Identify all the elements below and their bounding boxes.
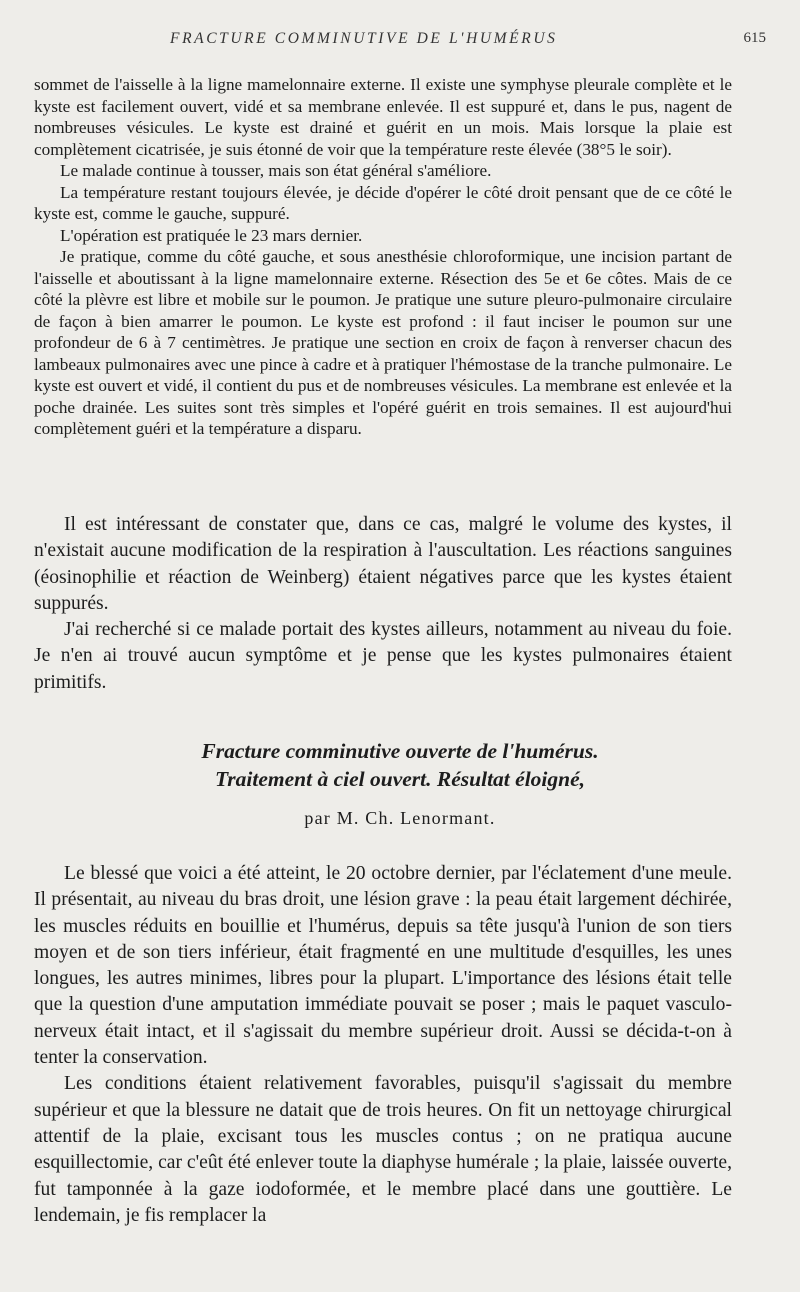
- commentary-text: [34, 512, 732, 696]
- article-paragraph: Les conditions étaient relativement favorables, puisqu'il s'agissait du membre supérieur et que la blessure ne datait que de trois heures. On fit un nettoyage chirurgical attentif de la plaie, excisant tous les muscles contus ; on ne pratiqua aucune esquillectomie, car c'eût été enlever toute la diaphyse humérale ; la plaie, laissée ouverte, fut tamponnée à la gaze iodoformée, et le membre placé dans une gouttière. Le lendemain, je fis remplacer la: [34, 1073, 732, 1226]
- article-title: [0, 737, 800, 793]
- running-head: [0, 30, 800, 54]
- page-number: 615: [743, 30, 766, 46]
- running-title: FRACTURE COMMINUTIVE DE L'HUMÉRUS: [170, 30, 558, 47]
- case-paragraph: sommet de l'aisselle à la ligne mamelonnaire externe. Il existe une symphyse pleurale complète et le kyste est facilement ouvert, vidé et sa membrane enlevée. Il est suppuré et, dans le pus, nagent de nombreuses vésicules. Le kyste est drainé et guérit en un mois. Mais lorsque la plaie est complètement cicatrisée, je suis étonné de voir que la température reste élevée (38°5 le soir).: [34, 75, 732, 159]
- case-paragraph: Le malade continue à tousser, mais son état général s'améliore.: [60, 161, 492, 180]
- case-paragraph: La température restant toujours élevée, je décide d'opérer le côté droit pensant que de ce côté le kyste est, comme le gauche, suppuré.: [34, 182, 732, 223]
- article-body: [34, 861, 732, 1229]
- article-author: par M. Ch. Lenormant.: [304, 808, 496, 828]
- case-paragraph: L'opération est pratiquée le 23 mars dernier.: [60, 225, 363, 245]
- commentary-paragraph: J'ai recherché si ce malade portait des kystes ailleurs, notamment au niveau du foie. Je n'en ai trouvé aucun symptôme et je pense que les kystes pulmonaires étaient primitifs.: [34, 619, 732, 693]
- case-paragraph: Je pratique, comme du côté gauche, et sous anesthésie chloroformique, une incision partant de l'aisselle et aboutissant à la ligne mamelonnaire externe. Résection des 5e et 6e côtes. Mais de ce côté la plèvre est libre et mobile sur le poumon. Je pratique une suture pleuro-pulmonaire circulaire de façon à bien amarrer le poumon. Le kyste est profond : il faut inciser le poumon sur une profondeur de 6 à 7 centimètres. Je pratique une section en croix de façon à renverser chacun des lambeaux pulmonaires avec une pince à cadre et à pratiquer l'hémostase de la tranche pulmonaire. Le kyste est ouvert et vidé, il contient du pus et de nombreuses vésicules. La membrane est enlevée et la poche drainée. Les suites sont très simples et l'opéré guérit en trois semaines. Il est aujourd'hui complètement guéri et la température a disparu.: [34, 247, 732, 438]
- article-paragraph: Le blessé que voici a été atteint, le 20 octobre dernier, par l'éclatement d'une meule. Il présentait, au niveau du bras droit, une lésion grave : la peau était largement déchirée, les muscles réduits en bouillie et l'humérus, depuis sa tête jusqu'à l'union de son tiers moyen et de son tiers inférieur, était fragmenté en une multitude d'esquilles, les unes longues, les autres minimes, libres pour la plupart. L'importance des lésions était telle que la question d'une amputation immédiate pouvait se poser ; mais le paquet vasculo-nerveux était intact, et il s'agissait du membre supérieur droit. Aussi se décida-t-on à tenter la conservation.: [34, 863, 732, 1069]
- case-report-text: [34, 74, 732, 440]
- commentary-paragraph: Il est intéressant de constater que, dans ce cas, malgré le volume des kystes, il n'existait aucune modification de la respiration à l'auscultation. Les réactions sanguines (éosinophilie et réaction de Weinberg) étaient négatives parce que les kystes étaient suppurés.: [34, 514, 732, 614]
- article-title-line: Traitement à ciel ouvert. Résultat éloigné,: [214, 767, 586, 791]
- article-title-line: Fracture comminutive ouverte de l'humérus.: [201, 739, 599, 763]
